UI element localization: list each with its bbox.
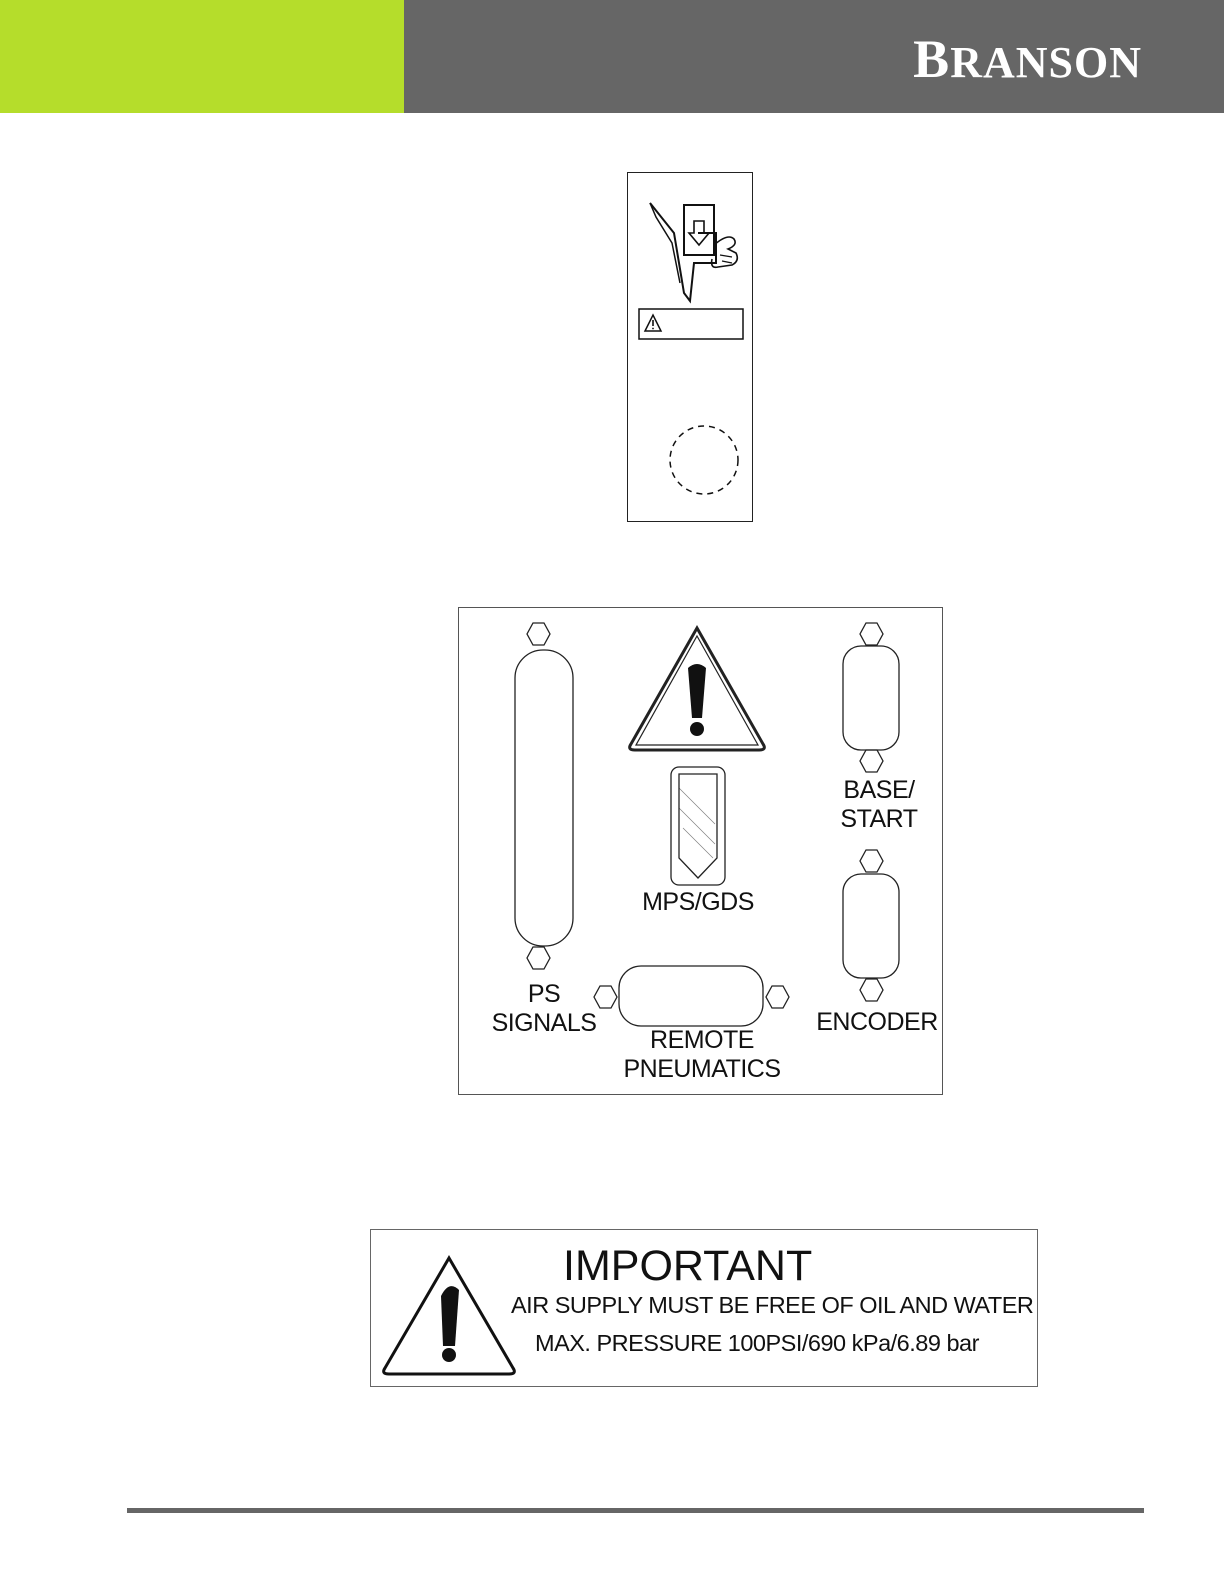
air-supply-label xyxy=(370,1229,1038,1387)
base-start-connector xyxy=(843,646,899,750)
crush-hazard-pictogram xyxy=(628,173,754,523)
max-pressure-line: MAX. PRESSURE 100PSI/690 kPa/6.89 bar xyxy=(535,1330,979,1356)
hex-screw-icon xyxy=(766,986,789,1008)
mps-gds-label: MPS/GDS xyxy=(642,888,754,916)
hex-screw-icon xyxy=(527,623,550,645)
exclamation-mark xyxy=(441,1286,459,1346)
remote-pneumatics-connector xyxy=(619,966,763,1026)
connector-panel-label xyxy=(458,607,943,1095)
air-supply-line: AIR SUPPLY MUST BE FREE OF OIL AND WATER xyxy=(511,1292,1034,1318)
branson-logo: BRANSON xyxy=(913,29,1142,89)
hex-screw-icon xyxy=(860,979,883,1001)
crush-hazard-label xyxy=(627,172,753,522)
base-start-label: BASE/ START xyxy=(840,776,918,833)
hex-screw-icon xyxy=(860,850,883,872)
footer-rule xyxy=(127,1508,1144,1513)
hex-screw-icon xyxy=(860,623,883,645)
hex-screw-icon xyxy=(860,750,883,772)
ps-signals-label: PS SIGNALS xyxy=(491,980,597,1037)
hex-screw-icon xyxy=(527,947,550,969)
dashed-circle-marker xyxy=(670,426,738,494)
header-band xyxy=(404,0,1224,113)
encoder-connector xyxy=(843,874,899,978)
header-accent-band xyxy=(0,0,404,113)
exclamation-mark xyxy=(688,664,706,718)
encoder-label: ENCODER xyxy=(816,1008,938,1036)
warning-strip xyxy=(639,309,743,339)
remote-pneumatics-label: REMOTE PNEUMATICS xyxy=(623,1026,781,1083)
important-heading: IMPORTANT xyxy=(563,1242,813,1290)
ps-signals-connector xyxy=(515,650,573,946)
